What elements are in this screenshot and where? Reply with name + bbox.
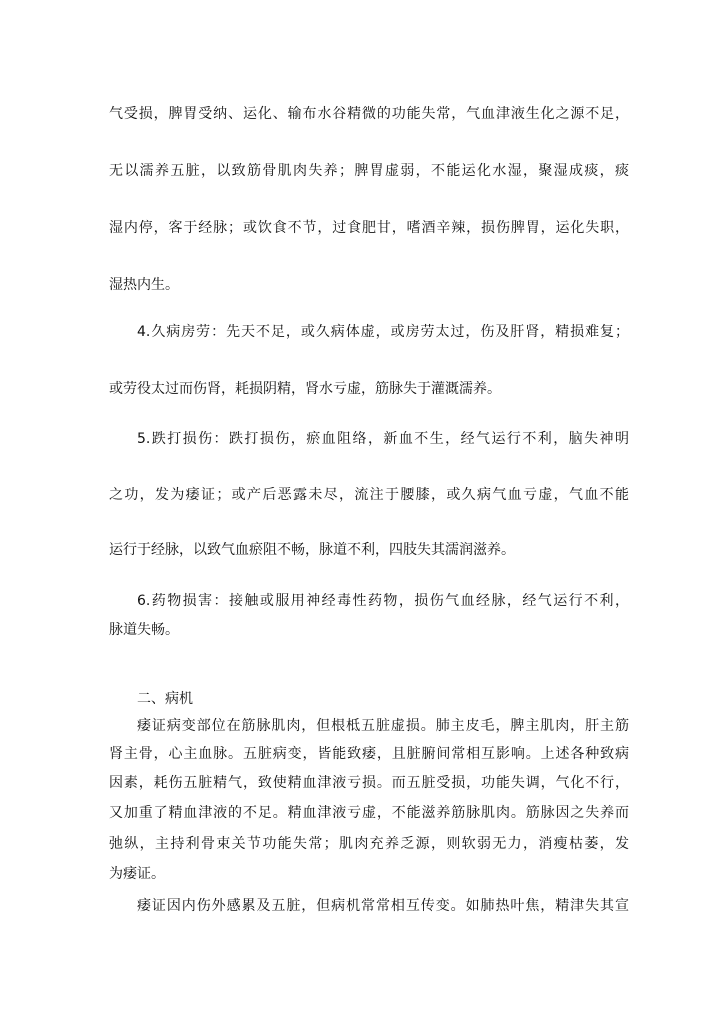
text-line: 又加重了精血津液的不足。精血津液亏虚，不能滋养筋脉肌肉。筋脉因之失养而 [109, 805, 629, 821]
text-line: 为痿证。 [109, 866, 165, 882]
text-line: 湿内停，客于经脉；或饮食不节，过食肥甘，嗜酒辛辣，损伤脾胃，运化失职， [109, 220, 629, 236]
text-line: 无以濡养五脏，以致筋骨肌肉失养；脾胃虚弱，不能运化水湿，聚湿成痰，痰 [109, 163, 629, 179]
paragraph-first-line: 4.久病房劳：先天不足，或久病体虚，或房劳太过，伤及肝肾，精损难复； [137, 324, 629, 340]
text-line: 弛纵，主持利骨束关节功能失常；肌肉充养乏源，则软弱无力，消瘦枯萎，发 [109, 836, 629, 852]
text-line: 脉道失畅。 [109, 622, 179, 638]
text-line: 运行于经脉，以致气血瘀阻不畅，脉道不利，四肢失其濡润滋养。 [109, 542, 515, 558]
section-heading: 二、病机 [137, 691, 193, 707]
text-line: 或劳役太过而伤肾，耗损阴精，肾水亏虚，筋脉失于灌溉濡养。 [109, 381, 501, 397]
paragraph-first-line: 5.跌打损伤：跌打损伤，瘀血阻络，新血不生，经气运行不利，脑失神明 [137, 431, 629, 447]
text-line: 湿热内生。 [109, 277, 179, 293]
paragraph-first-line: 痿证病变部位在筋脉肌肉，但根柢五脏虚损。肺主皮毛，脾主肌肉，肝主筋 [137, 718, 629, 734]
paragraph-first-line: 6.药物损害：接触或服用神经毒性药物，损伤气血经脉，经气运行不利， [137, 593, 629, 609]
paragraph-first-line: 痿证因内伤外感累及五脏，但病机常常相互传变。如肺热叶焦，精津失其宣 [137, 898, 629, 914]
text-line: 因素，耗伤五脏精气，致使精血津液亏损。而五脏受损，功能失调，气化不行， [109, 775, 629, 791]
text-line: 气受损，脾胃受纳、运化、输布水谷精微的功能失常，气血津液生化之源不足， [109, 106, 629, 122]
text-line: 肾主骨，心主血脉。五脏病变，皆能致痿，且脏腑间常相互影响。上述各种致病 [109, 746, 629, 762]
text-line: 之功，发为痿证；或产后恶露未尽，流注于腰膝，或久病气血亏虚，气血不能 [109, 487, 629, 503]
